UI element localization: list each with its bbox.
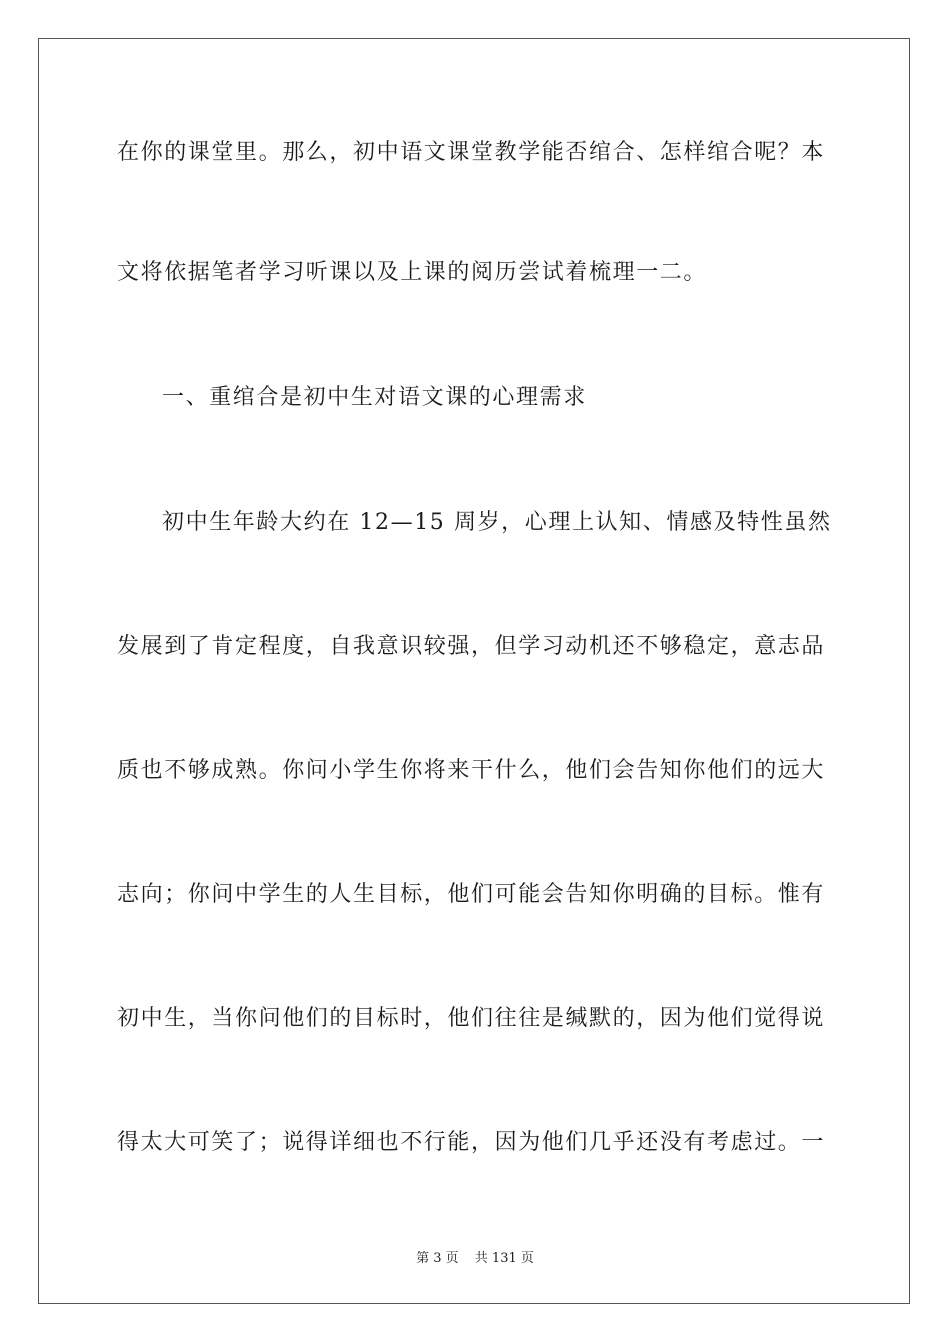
text-line: 得太大可笑了；说得详细也不行能，因为他们几乎还没有考虑过。一 bbox=[117, 1130, 826, 1155]
section-heading: 一、重绾合是初中生对语文课的心理需求 bbox=[162, 385, 587, 410]
page-border bbox=[38, 38, 910, 1304]
total-pages: 共 131 页 bbox=[474, 1251, 534, 1266]
page-number: 第 3 页 bbox=[416, 1251, 459, 1266]
text-line: 发展到了肯定程度，自我意识较强，但学习动机还不够稳定，意志品 bbox=[117, 634, 826, 659]
text-line: 质也不够成熟。你问小学生你将来干什么，他们会告知你他们的远大 bbox=[117, 758, 826, 783]
text-line: 文将依据笔者学习听课以及上课的阅历尝试着梳理一二。 bbox=[117, 260, 708, 285]
page-footer bbox=[0, 1247, 950, 1266]
text-line: 初中生，当你问他们的目标时，他们往往是缄默的，因为他们觉得说 bbox=[117, 1006, 826, 1031]
text-line: 初中生年龄大约在 12—15 周岁，心理上认知、情感及特性虽然 bbox=[162, 510, 832, 535]
text-line: 在你的课堂里。那么，初中语文课堂教学能否绾合、怎样绾合呢？本 bbox=[117, 140, 826, 165]
text-line: 志向；你问中学生的人生目标，他们可能会告知你明确的目标。惟有 bbox=[117, 882, 826, 907]
